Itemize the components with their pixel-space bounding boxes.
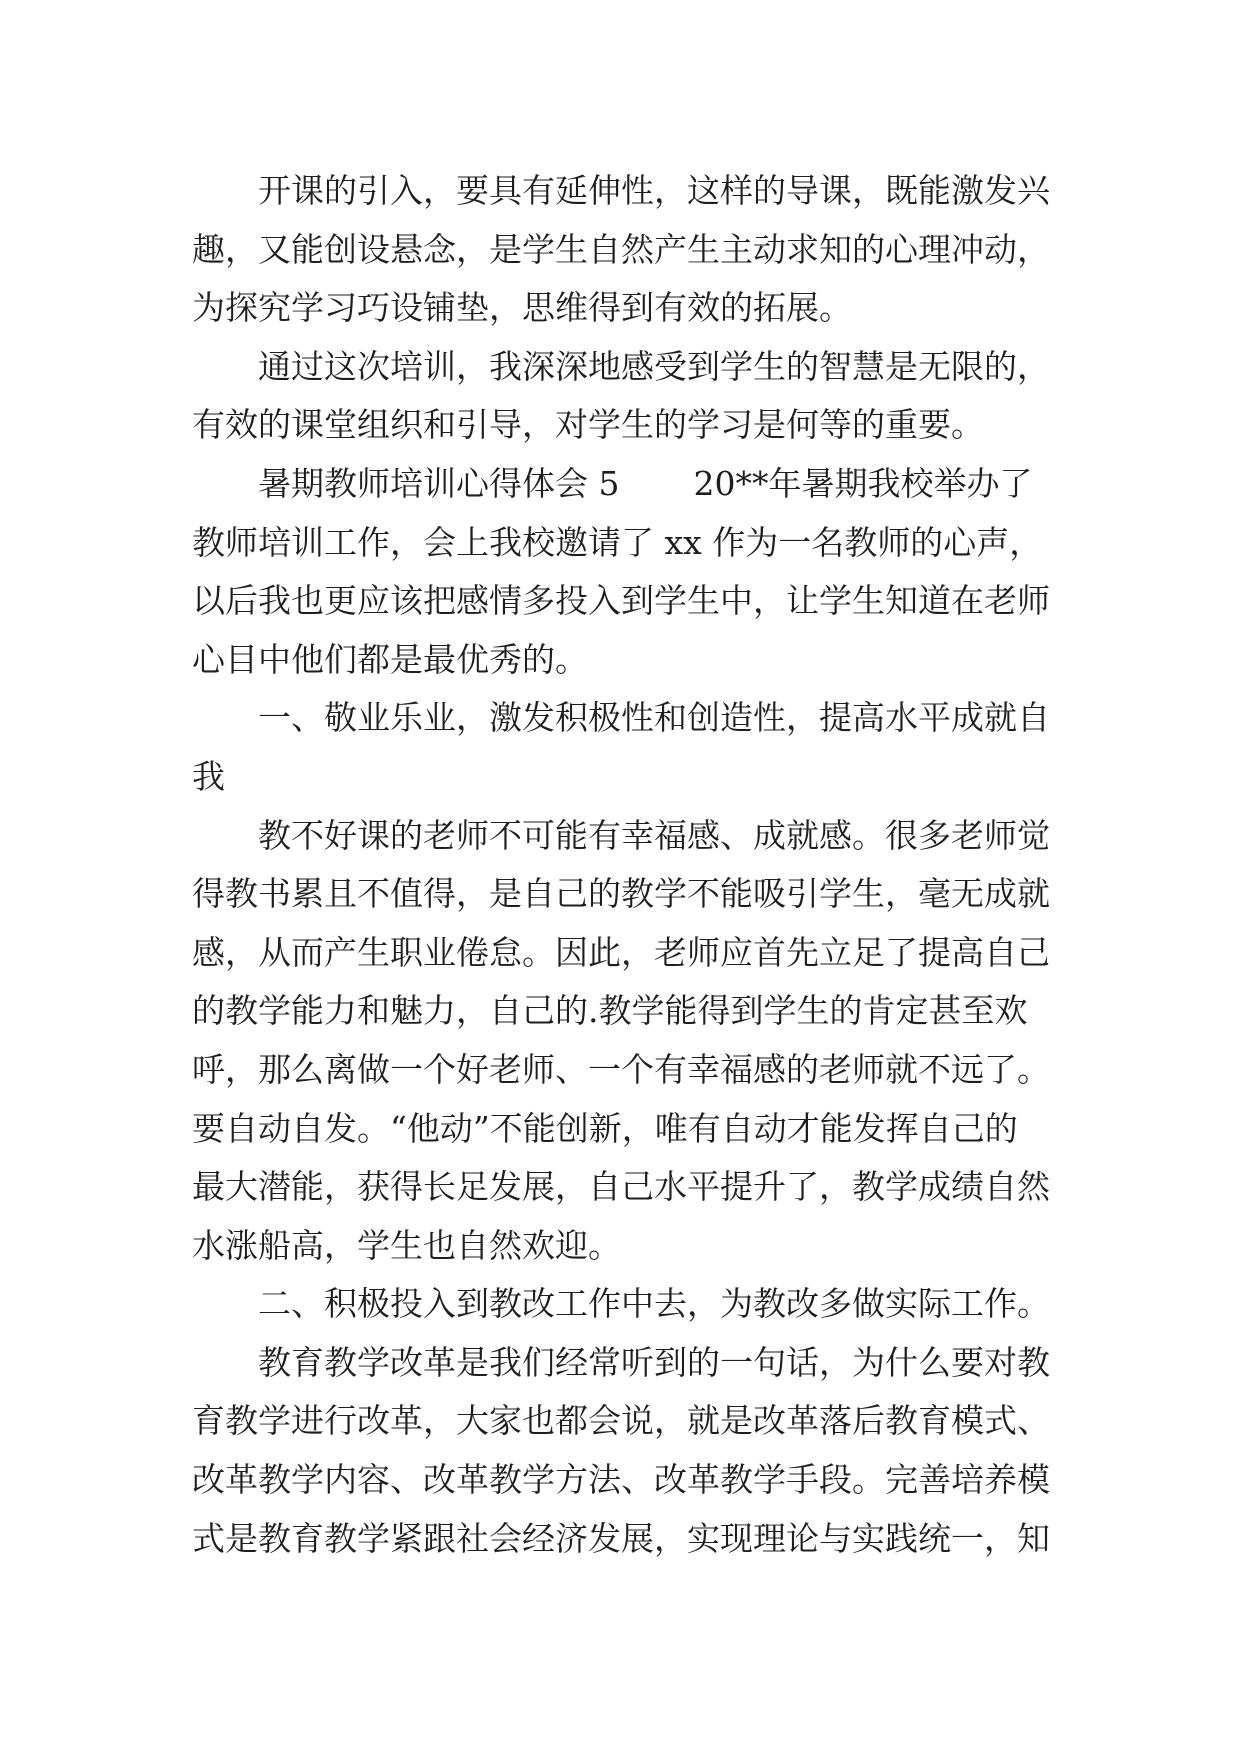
document-body — [192, 162, 1060, 1568]
text-line: 通过这次培训，我深深地感受到学生的智慧是无限的， — [258, 346, 1050, 386]
text-line: 为探究学习巧设铺垫，思维得到有效的拓展。 — [192, 288, 852, 328]
text-line: 的教学能力和魅力，自己的.教学能得到学生的肯定甚至欢 — [192, 991, 1028, 1031]
text-line: 最大潜能，获得长足发展，自己水平提升了，教学成绩自然 — [192, 1167, 1050, 1207]
heading-tail-text: 20**年暑期我校举办了 — [693, 463, 1033, 503]
text-line: 二、积极投入到教改工作中去，为教改多做实际工作。 — [258, 1284, 1050, 1324]
text-line: 趣，又能创设悬念，是学生自然产生主动求知的心理冲动， — [192, 229, 1050, 269]
text-line: 教育教学改革是我们经常听到的一句话，为什么要对教 — [258, 1342, 1050, 1382]
text-line: 以后我也更应该把感情多投入到学生中，让学生知道在老师 — [192, 581, 1050, 621]
text-line: 我 — [192, 756, 225, 796]
section-heading-line — [192, 455, 1060, 514]
text-line: 式是教育教学紧跟社会经济发展，实现理论与实践统一，知 — [192, 1518, 1050, 1558]
section-heading: 暑期教师培训心得体会 5 — [258, 463, 620, 503]
text-line: 得教书累且不值得，是自己的教学不能吸引学生，毫无成就 — [192, 874, 1050, 914]
text-line: 开课的引入，要具有延伸性，这样的导课，既能激发兴 — [258, 171, 1050, 210]
text-line: 育教学进行改革，大家也都会说，就是改革落后教育模式、 — [192, 1401, 1050, 1441]
text-line: 感，从而产生职业倦怠。因此，老师应首先立足了提高自己 — [192, 932, 1050, 972]
text-line: 水涨船高，学生也自然欢迎。 — [192, 1225, 621, 1265]
text-line: 教师培训工作，会上我校邀请了 xx 作为一名教师的心声， — [192, 522, 1043, 562]
text-line: 教不好课的老师不可能有幸福感、成就感。很多老师觉 — [258, 815, 1050, 855]
text-line: 一、敬业乐业，激发积极性和创造性，提高水平成就自 — [258, 698, 1050, 738]
text-line: 呼，那么离做一个好老师、一个有幸福感的老师就不远了。 — [192, 1049, 1050, 1089]
text-line: 改革教学内容、改革教学方法、改革教学手段。完善培养模 — [192, 1460, 1050, 1500]
text-line: 要自动自发。“他动”不能创新，唯有自动才能发挥自己的 — [192, 1108, 1018, 1148]
text-line: 有效的课堂组织和引导，对学生的学习是何等的重要。 — [192, 405, 984, 445]
text-line: 心目中他们都是最优秀的。 — [192, 639, 588, 679]
